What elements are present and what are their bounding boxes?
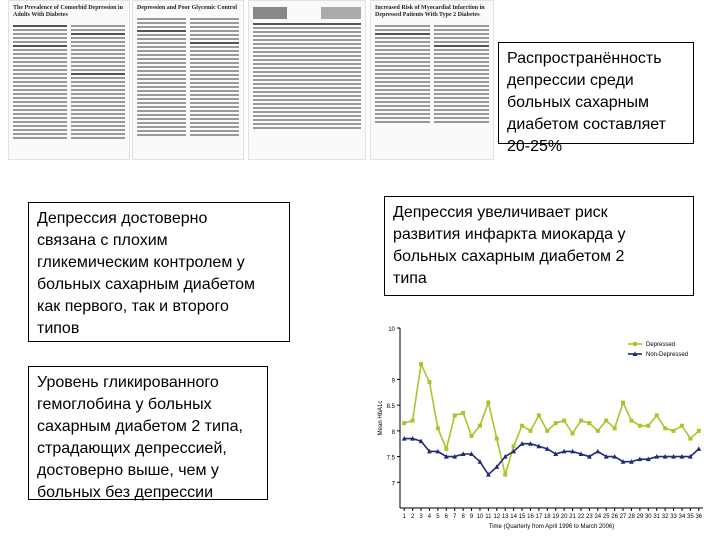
data-point (545, 429, 549, 433)
y-tick-label: 10 (388, 327, 395, 333)
hba1c-textbox: Уровень гликированного гемоглобина у больных сахарным диабетом 2 типа, страдающих депрессией, достоверно выше, чем у больных без депрессии (28, 366, 268, 500)
x-tick-label: 3 (419, 514, 423, 520)
data-point (646, 424, 650, 428)
data-point (672, 429, 676, 433)
x-tick-label: 32 (661, 514, 669, 520)
article-thumbnail (8, 0, 130, 160)
data-point (470, 434, 474, 438)
x-tick-label: 29 (636, 514, 644, 520)
data-point (478, 424, 482, 428)
x-tick-label: 24 (594, 514, 602, 520)
data-point (655, 413, 659, 417)
data-point (579, 419, 583, 423)
data-point (680, 424, 684, 428)
x-tick-label: 35 (687, 514, 694, 520)
x-tick-label: 17 (535, 514, 543, 520)
data-point (554, 421, 558, 425)
x-tick-label: 2 (410, 514, 415, 520)
x-tick-label: 21 (569, 514, 576, 520)
series-line (404, 439, 699, 475)
x-tick-label: 34 (678, 514, 686, 520)
data-point (697, 429, 701, 433)
article-title: Depression and Poor Glycemic Control (137, 5, 237, 11)
article-title: Increased Risk of Myocardial Infarction in Depressed Patients With Type 2 Diabetes (375, 5, 485, 18)
data-point (613, 426, 617, 430)
x-tick-label: 14 (510, 514, 517, 520)
x-tick-label: 9 (469, 514, 474, 520)
x-tick-label: 10 (476, 514, 484, 520)
x-tick-label: 4 (427, 514, 432, 520)
y-tick-label: 9 (391, 378, 395, 385)
myocardial-infarction-textbox: Депрессия увеличивает риск развития инфаркта миокарда у больных сахарным диабетом 2 типа (384, 196, 694, 296)
data-point (638, 424, 642, 428)
data-point (411, 419, 415, 423)
data-point (453, 413, 457, 417)
data-point (587, 421, 591, 425)
x-tick-label: 22 (577, 514, 585, 520)
article-title: The Prevalence of Comorbid Depression in Adults With Diabetes (13, 5, 123, 18)
journal-logo (253, 7, 287, 19)
data-point (571, 431, 575, 435)
hba1c-line-chart (370, 320, 710, 536)
data-point (461, 411, 465, 415)
prevalence-textbox: Распространённость депрессии среди больных сахарным диабетом составляет 20-25% (498, 42, 694, 144)
data-point (629, 419, 633, 423)
data-point (537, 413, 541, 417)
x-tick-label: 33 (670, 514, 677, 520)
legend-marker (633, 342, 637, 346)
legend-label: Non-Depressed (646, 352, 689, 358)
x-tick-label: 15 (518, 514, 526, 520)
data-point (562, 419, 566, 423)
data-point (486, 401, 490, 405)
data-point (604, 419, 608, 423)
x-tick-label: 28 (628, 514, 635, 520)
data-point (427, 380, 431, 384)
x-tick-label: 30 (644, 514, 652, 520)
y-tick-label: 8.5 (386, 404, 395, 411)
x-tick-label: 18 (543, 514, 551, 520)
x-tick-label: 5 (436, 514, 440, 520)
article-thumbnail (248, 0, 366, 160)
data-point (419, 362, 423, 366)
y-tick-label: 8 (391, 429, 395, 436)
x-tick-label: 12 (493, 514, 501, 520)
x-tick-label: 11 (485, 514, 492, 520)
x-tick-label: 23 (586, 514, 593, 520)
glycemic-control-textbox: Депрессия достоверно связана с плохим гликемическим контролем у больных сахарным диабетом как первого, так и второго типов (28, 202, 290, 342)
x-tick-label: 27 (619, 514, 627, 520)
x-tick-label: 36 (695, 514, 703, 520)
x-tick-label: 16 (527, 514, 534, 520)
x-tick-label: 8 (461, 514, 465, 520)
x-tick-label: 6 (444, 514, 448, 520)
data-point (520, 424, 524, 428)
x-tick-label: 1 (402, 514, 406, 520)
x-tick-label: 31 (653, 514, 661, 520)
data-point (436, 426, 440, 430)
x-tick-label: 7 (453, 514, 457, 520)
y-tick-label: 7.5 (386, 455, 395, 462)
y-axis-label: Mean HbA1c (378, 400, 384, 436)
legend-label: Depressed (646, 342, 676, 348)
data-point (688, 437, 692, 441)
y-tick-label: 7 (391, 481, 395, 488)
data-point (444, 447, 448, 451)
x-tick-label: 25 (602, 514, 610, 520)
data-point (596, 429, 600, 433)
data-point (595, 449, 600, 454)
data-point (528, 429, 532, 433)
data-point (495, 437, 499, 441)
x-axis-label: Time (Quarterly from April 1996 to March 2006) (488, 524, 615, 530)
article-thumbnail (370, 0, 494, 160)
x-tick-label: 20 (560, 514, 568, 520)
data-point (621, 401, 625, 405)
data-point (663, 426, 667, 430)
data-point (696, 446, 701, 451)
journal-logo (321, 7, 361, 19)
data-point (512, 444, 516, 448)
article-thumbnail (132, 0, 244, 160)
data-point (503, 473, 507, 477)
x-tick-label: 26 (611, 514, 618, 520)
x-tick-label: 13 (501, 514, 509, 520)
x-tick-label: 19 (552, 514, 560, 520)
data-point (402, 421, 406, 425)
